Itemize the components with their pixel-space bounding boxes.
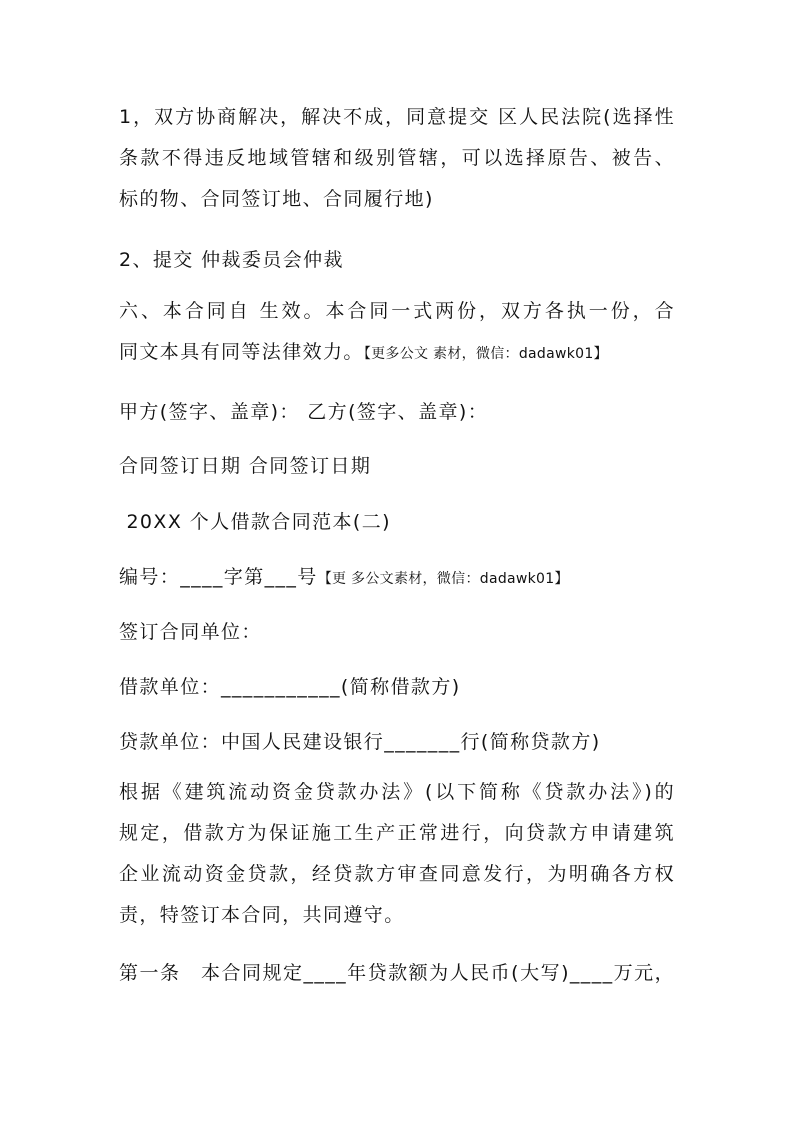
- contract-number-line: [119, 562, 675, 589]
- dispute-clause-line-3: 标的物、合同签订地、合同履行地): [119, 188, 434, 210]
- dispute-clause-line-1: 1，双方协商解决，解决不成，同意提交 区人民法院(选择性: [119, 106, 675, 128]
- basis-line-1: 根据《建筑流动资金贷款办法》(以下简称《贷款办法》)的: [119, 781, 675, 803]
- dispute-clause-paragraph: [119, 97, 675, 220]
- promo-note-2: 【更 多公文素材，微信：dadawk01】: [317, 571, 569, 587]
- signature-line: 甲方(签字、盖章)： 乙方(签字、盖章)：: [119, 401, 489, 423]
- effectiveness-paragraph: [119, 291, 675, 375]
- basis-paragraph: [119, 772, 675, 936]
- arbitration-clause: 2、提交 仲裁委员会仲裁: [119, 249, 344, 271]
- promo-note: 【更多公文 素材，微信：dadawk01】: [363, 346, 608, 362]
- basis-line-2: 规定，借款方为保证施工生产正常进行，向贷款方申请建筑: [119, 822, 675, 844]
- dispute-clause-line-2: 条款不得违反地域管辖和级别管辖，可以选择原告、被告、: [119, 147, 675, 169]
- basis-line-3: 企业流动资金贷款，经贷款方审查同意发行，为明确各方权: [119, 863, 675, 885]
- lender-line: 贷款单位：中国人民建设银行_______行(简称贷款方): [119, 731, 601, 753]
- contract-number: 编号：____字第___号: [119, 566, 318, 588]
- effectiveness-line-1: 六、本合同自 生效。本合同一式两份，双方各执一份，合: [119, 300, 675, 322]
- basis-line-4: 责，特签订本合同，共同遵守。: [119, 904, 405, 926]
- signing-date-line: 合同签订日期 合同签订日期: [119, 455, 372, 477]
- effectiveness-line-2: [119, 332, 675, 375]
- article-one-line: 第一条 本合同规定____年贷款额为人民币(大写)____万元，: [119, 962, 675, 984]
- effectiveness-text: 同文本具有同等法律效力。: [119, 341, 364, 363]
- contract-title: 20XX 个人借款合同范本(二): [119, 511, 391, 533]
- borrower-line: 借款单位：___________(简称借款方): [119, 676, 461, 698]
- signing-units-label: 签订合同单位：: [119, 621, 262, 643]
